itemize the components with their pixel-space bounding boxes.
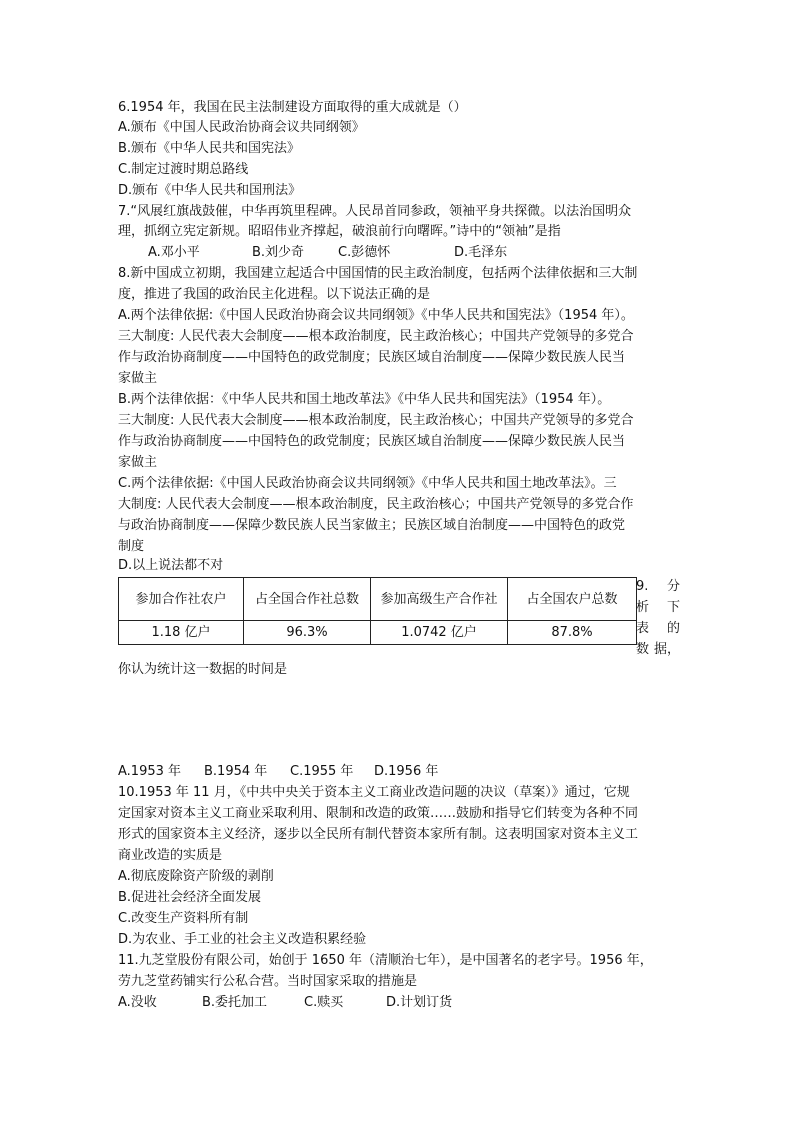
- q11-option-a: A.没收: [118, 995, 157, 1010]
- q10-option-a: A.彻底废除资产阶级的剥削: [118, 869, 274, 884]
- q9-option-b: B.1954 年: [204, 764, 268, 779]
- q6-option-a: A.颁布《中国人民政治协商会议共同纲领》: [118, 120, 365, 135]
- q9-options: [118, 762, 438, 782]
- q10-option-d: D.为农业、手工业的社会主义改造积累经验: [118, 932, 367, 947]
- q9-data-table: [118, 577, 637, 645]
- q9-side-text: 的: [666, 621, 680, 636]
- table-cell: 96.3%: [244, 621, 371, 645]
- q9-side-text: 数: [636, 642, 650, 657]
- q11-stem-line-1: 11.九芝堂股份有限公司，始创于 1650 年（清顺治七年），是中国著名的老字号。1956 年，: [118, 953, 653, 968]
- q9-side-line: [636, 597, 680, 618]
- q8-option-c-line-4: 制度: [118, 539, 145, 554]
- q8-stem-line-1: 8.新中国成立初期，我国建立起适合中国国情的民主政治制度，包括两个法律依据和三大制: [118, 266, 638, 281]
- q7-option-c: C.彭德怀: [338, 245, 391, 260]
- q9-side-line: [636, 618, 680, 639]
- table-header-row: [119, 578, 637, 621]
- q10-stem-line-3: 形式的国家资本主义经济，逐步以全民所有制代替资本家所有制。这表明国家对资本主义工: [118, 827, 639, 842]
- q10-option-b: B.促进社会经济全面发展: [118, 890, 262, 905]
- q8-option-b-line-2: 三大制度: 人民代表大会制度——根本政治制度，民主政治核心；中国共产党领导的多党合: [118, 413, 634, 428]
- q8-option-c-line-2: 大制度: 人民代表大会制度——根本政治制度，民主政治核心；中国共产党领导的多党合作: [118, 497, 634, 512]
- q9-option-c: C.1955 年: [290, 764, 354, 779]
- q9-side-text: 9.: [636, 579, 649, 594]
- q11-stem-line-2: 劳九芝堂药铺实行公私合营。当时国家采取的措施是: [118, 974, 418, 989]
- q10-stem-line-2: 定国家对资本主义工商业采取利用、限制和改造的政策……鼓励和指导它们转变为各种不同: [118, 806, 639, 821]
- q8-option-a-line-3: 作与政治协商制度——中国特色的政党制度；民族区域自治制度——保障少数民族人民当: [118, 350, 626, 365]
- q9-side-line: [636, 576, 680, 597]
- q9-side-text: 下: [666, 600, 680, 615]
- q9-option-d: D.1956 年: [374, 764, 439, 779]
- q10-stem-line-1: 10.1953 年 11 月，《中共中央关于资本主义工商业改造问题的决议（草案）》通过，它规: [118, 785, 630, 800]
- q7-stem-line-1: 7.“风展红旗战鼓催，中华再筑里程碑。人民昂首同参政，领袖平身共探微。以法治国明众: [118, 204, 632, 219]
- q7-option-b: B.刘少奇: [252, 245, 305, 260]
- q9-side-line: [636, 639, 680, 660]
- table-header-cell: 占全国合作社总数: [244, 578, 371, 621]
- q10-stem-line-4: 商业改造的实质是: [118, 848, 223, 863]
- q10-option-c: C.改变生产资料所有制: [118, 911, 249, 926]
- q9-option-a: A.1953 年: [118, 764, 182, 779]
- q11-option-b: B.委托加工: [202, 995, 268, 1010]
- q9-stem-side: [636, 576, 680, 660]
- q6-stem: 6.1954 年，我国在民主法制建设方面取得的重大成就是（）: [118, 100, 467, 115]
- q9-side-text: 表: [636, 621, 650, 636]
- q11-option-d: D.计划订货: [386, 995, 453, 1010]
- table-row: [119, 621, 637, 645]
- q8-option-a-line-1: A.两个法律依据:《中国人民政治协商会议共同纲领》《中华人民共和国宪法》（1954 年）。: [118, 308, 634, 323]
- q7-options: [148, 243, 507, 263]
- q8-option-b-line-3: 作与政治协商制度——中国特色的政党制度；民族区域自治制度——保障少数民族人民当: [118, 434, 626, 449]
- q8-option-c-line-1: C.两个法律依据:《中国人民政治协商会议共同纲领》《中华人民共和国土地改革法》。三: [118, 476, 617, 491]
- q9-side-text: 据，: [653, 642, 680, 657]
- q7-option-a: A.邓小平: [148, 245, 200, 260]
- q11-option-c: C.赎买: [304, 995, 344, 1010]
- table-header-cell: 参加高级生产合作社: [371, 578, 508, 621]
- q6-option-b: B.颁布《中华人民共和国宪法》: [118, 141, 301, 156]
- table-cell: 1.0742 亿户: [371, 621, 508, 645]
- q8-option-a-line-4: 家做主: [118, 371, 158, 386]
- q6-option-c: C.制定过渡时期总路线: [118, 162, 249, 177]
- q8-stem-line-2: 度，推进了我国的政治民主化进程。以下说法正确的是: [118, 287, 431, 302]
- q11-options: [118, 993, 452, 1013]
- table-cell: 87.8%: [508, 621, 637, 645]
- q7-stem-line-2: 理，抓纲立宪定新规。昭昭伟业齐撑起，破浪前行向曙晖。”诗中的“领袖”是指: [118, 224, 561, 239]
- q8-option-a-line-2: 三大制度: 人民代表大会制度——根本政治制度，民主政治核心；中国共产党领导的多党合: [118, 329, 634, 344]
- q8-option-c-line-3: 与政治协商制度——保障少数民族人民当家做主；民族区域自治制度——中国特色的政党: [118, 518, 626, 533]
- table-cell: 1.18 亿户: [119, 621, 244, 645]
- table-header-cell: 占全国农户总数: [508, 578, 637, 621]
- q7-option-d: D.毛泽东: [454, 245, 508, 260]
- q9-side-text: 析: [636, 600, 650, 615]
- q9-side-text: 分: [666, 579, 680, 594]
- q8-option-b-line-1: B.两个法律依据：《中华人民共和国土地改革法》《中华人民共和国宪法》（1954 年）。: [118, 392, 611, 407]
- q9-stem-tail: 你认为统计这一数据的时间是: [118, 662, 288, 677]
- q8-option-b-line-4: 家做主: [118, 455, 158, 470]
- q8-option-d: D.以上说法都不对: [118, 558, 224, 573]
- q6-option-d: D.颁布《中华人民共和国刑法》: [118, 183, 302, 198]
- table-header-cell: 参加合作社农户: [119, 578, 244, 621]
